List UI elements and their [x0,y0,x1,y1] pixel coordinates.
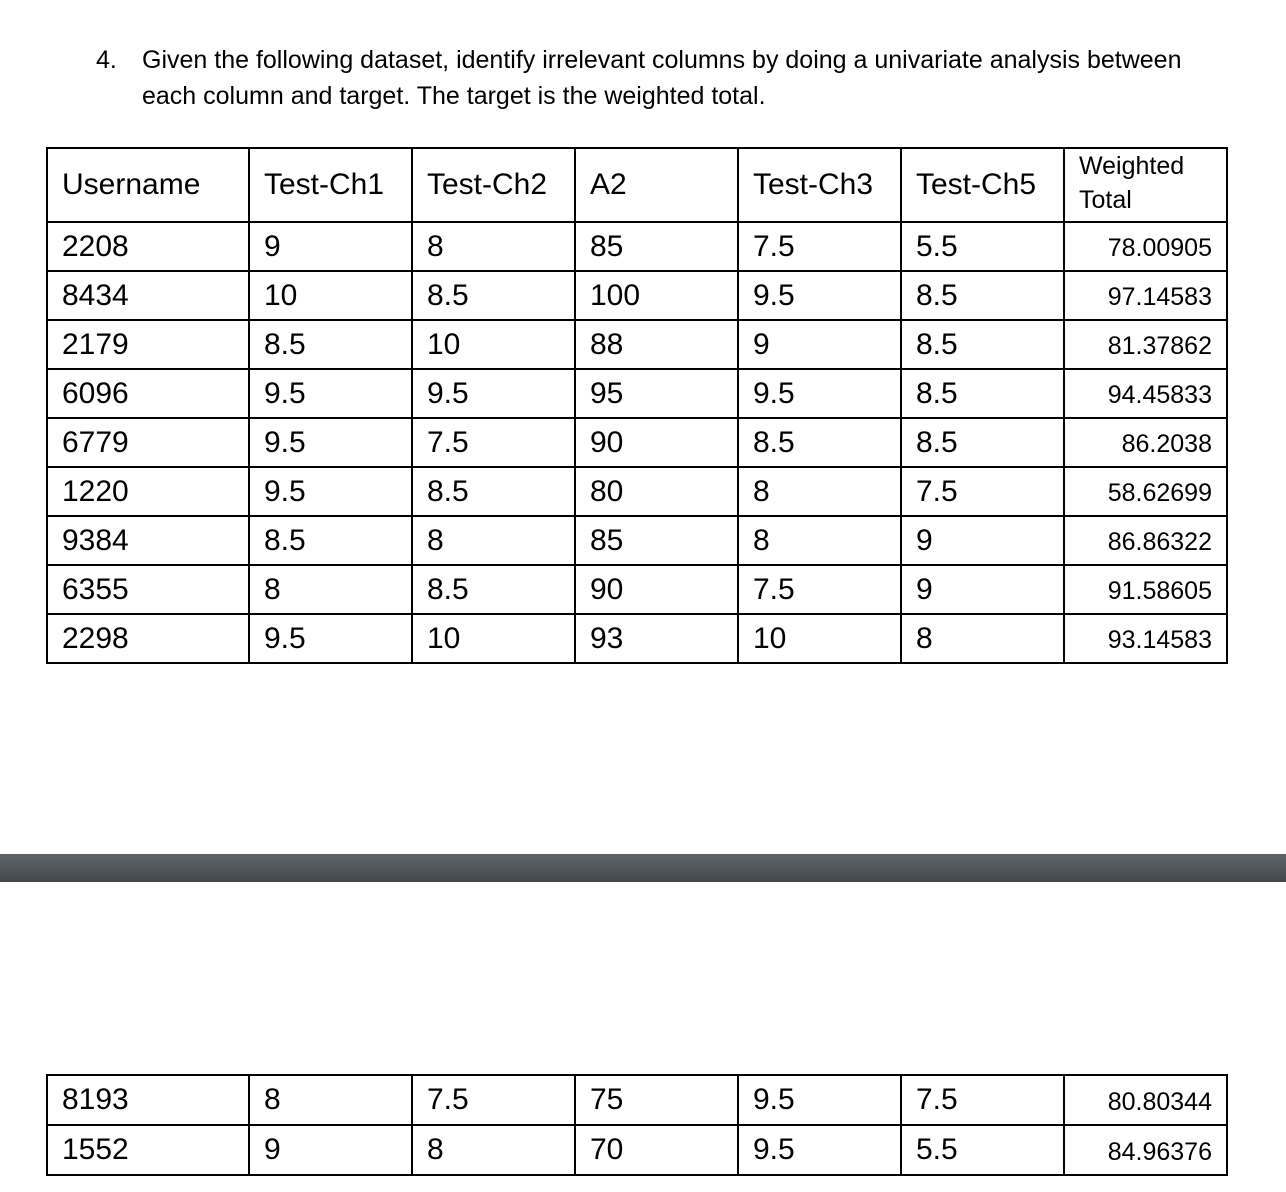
table-cell: 9.5 [249,369,412,418]
table-cell: 7.5 [901,467,1064,516]
table-cell: 7.5 [738,565,901,614]
table-cell: 97.14583 [1064,271,1227,320]
table-cell: 8434 [47,271,249,320]
question-text: Given the following dataset, identify irrelevant columns by doing a univariate analysis between each column and target. The target is the weighted total. [142,46,1182,110]
dataset-table [46,147,1228,664]
column-header: Test-Ch5 [901,148,1064,222]
table-cell: 9 [901,565,1064,614]
table-cell: 88 [575,320,738,369]
table-cell: 8193 [47,1075,249,1125]
table-row [47,1075,1227,1125]
table-cell: 6779 [47,418,249,467]
table-cell: 7.5 [738,222,901,271]
table-cell: 95 [575,369,738,418]
table-cell: 9.5 [249,418,412,467]
table-cell: 90 [575,418,738,467]
column-header: Username [47,148,249,222]
table-cell: 9384 [47,516,249,565]
column-header: Test-Ch2 [412,148,575,222]
table-cell: 9 [901,516,1064,565]
column-header: Test-Ch1 [249,148,412,222]
table-cell: 10 [738,614,901,663]
table-cell: 2298 [47,614,249,663]
table-cell: 91.58605 [1064,565,1227,614]
table-cell: 8 [738,467,901,516]
table-cell: 8.5 [412,565,575,614]
table-cell: 8.5 [249,320,412,369]
table-cell: 86.86322 [1064,516,1227,565]
table-cell: 9 [249,1125,412,1175]
table-row [47,565,1227,614]
table-cell: 8.5 [901,418,1064,467]
table-cell: 8.5 [738,418,901,467]
table-cell: 86.2038 [1064,418,1227,467]
table-cell: 9 [738,320,901,369]
table-cell: 8 [249,565,412,614]
table-cell: 9.5 [249,614,412,663]
table-cell: 8 [738,516,901,565]
table-cell: 100 [575,271,738,320]
table-cell: 6355 [47,565,249,614]
table-cell: 80 [575,467,738,516]
question-block [96,42,1286,114]
table-cell: 8.5 [412,271,575,320]
table-row [47,222,1227,271]
table-cell: 6096 [47,369,249,418]
table-cell: 58.62699 [1064,467,1227,516]
table-cell: 9.5 [249,467,412,516]
table-cell: 9.5 [738,1075,901,1125]
table-cell: 8.5 [249,516,412,565]
table-cell: 10 [412,320,575,369]
table-cell: 8.5 [412,467,575,516]
table-cell: 7.5 [412,1075,575,1125]
page-divider [0,854,1286,882]
table-cell: 10 [249,271,412,320]
table-cell: 93 [575,614,738,663]
table-cell: 94.45833 [1064,369,1227,418]
table-cell: 85 [575,516,738,565]
table-cell: 84.96376 [1064,1125,1227,1175]
table-cell: 9.5 [738,369,901,418]
table-row [47,418,1227,467]
table-cell: 8 [412,222,575,271]
table-cell: 5.5 [901,222,1064,271]
table-cell: 8.5 [901,369,1064,418]
question-number: 4. [96,46,117,74]
table-row [47,369,1227,418]
table-row [47,271,1227,320]
table-row [47,467,1227,516]
table-header-row [47,148,1227,222]
table-cell: 81.37862 [1064,320,1227,369]
table-cell: 8.5 [901,271,1064,320]
table-cell: 9 [249,222,412,271]
table-cell: 70 [575,1125,738,1175]
table-row [47,516,1227,565]
table-row [47,320,1227,369]
column-header: Test-Ch3 [738,148,901,222]
table-cell: 85 [575,222,738,271]
table-cell: 8.5 [901,320,1064,369]
table-cell: 9.5 [738,1125,901,1175]
table-cell: 90 [575,565,738,614]
table-cell: 1552 [47,1125,249,1175]
table-cell: 7.5 [412,418,575,467]
table-cell: 5.5 [901,1125,1064,1175]
table-cell: 78.00905 [1064,222,1227,271]
table-cell: 7.5 [901,1075,1064,1125]
dataset-table-continued [46,1074,1228,1176]
table-cell: 93.14583 [1064,614,1227,663]
table-cell: 8 [901,614,1064,663]
table-cell: 10 [412,614,575,663]
column-header: A2 [575,148,738,222]
table-cell: 9.5 [412,369,575,418]
table-cell: 2179 [47,320,249,369]
table-cell: 8 [412,1125,575,1175]
table-cell: 75 [575,1075,738,1125]
table-cell: 2208 [47,222,249,271]
table-cell: 1220 [47,467,249,516]
table-cell: 80.80344 [1064,1075,1227,1125]
table-row [47,1125,1227,1175]
table-cell: 8 [412,516,575,565]
table-row [47,614,1227,663]
table-cell: 9.5 [738,271,901,320]
column-header: Weighted Total [1064,148,1227,222]
table-cell: 8 [249,1075,412,1125]
